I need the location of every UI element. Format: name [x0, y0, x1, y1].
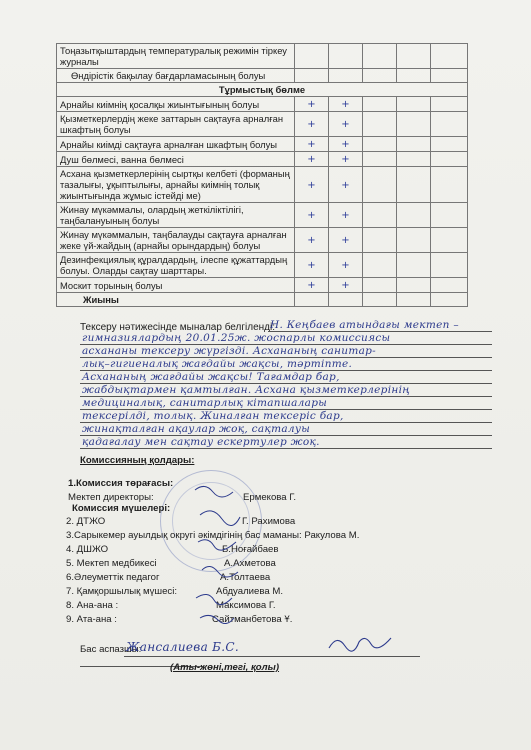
empty-cell [363, 293, 397, 307]
check-mark: + [307, 139, 316, 150]
signature-marks [190, 480, 250, 630]
empty-cell [363, 69, 397, 83]
empty-cell [431, 278, 468, 293]
check-mark: + [307, 280, 316, 291]
empty-cell [363, 253, 397, 278]
empty-cell [397, 69, 431, 83]
empty-cell [363, 44, 397, 69]
member-label: 9. Ата-ана : [66, 614, 117, 625]
check-mark-cell [295, 97, 329, 112]
row-label: Қызметкерлердің жеке заттарын сақтауға арналған шкафтың болуы [57, 112, 295, 137]
handwritten-line: медициналық, санитарлық кітапшалары [82, 397, 328, 409]
members-heading: Комиссия мүшелері: [72, 503, 171, 514]
row-label: Тоңазытқыштардың температуралық режимін тіркеу журналы [57, 44, 295, 69]
table-row [57, 112, 468, 137]
check-mark-cell [295, 167, 329, 203]
check-mark-cell [295, 293, 329, 307]
table-row [57, 253, 468, 278]
row-label: Дезинфекциялық құралдардың, ілеспе құжаттардың болуы. Оларды сақтау шарттары. [57, 253, 295, 278]
notes-label: Тексеру нәтижесінде мыналар белгіленді: [80, 322, 275, 333]
row-label: Өндірістік бақылау бағдарламасының болуы [57, 69, 295, 83]
chef-line [124, 656, 420, 657]
empty-cell [431, 228, 468, 253]
check-mark-cell [295, 203, 329, 228]
empty-cell [431, 137, 468, 152]
empty-cell [363, 167, 397, 203]
table-row [57, 278, 468, 293]
row-label: Арнайы киімді сақтауға арналған шкафтың болуы [57, 137, 295, 152]
member-label: 6.Әлеуметтік педагог [66, 572, 160, 583]
check-mark: + [341, 280, 350, 291]
check-mark-cell [295, 44, 329, 69]
signatures-title: Комиссияның қолдары: [80, 455, 195, 466]
member-name: Абдуалиева М. [216, 586, 284, 597]
handwritten-line: тексерілді, толық. Жиналған тексеріс бар, [82, 410, 344, 422]
handwritten-line: Асхананың жағдайы жақсы! Тағамдар бар, [82, 371, 340, 383]
signature-caption: (Аты-жөні,тегі, қолы) [170, 662, 280, 673]
empty-cell [431, 203, 468, 228]
handwritten-line: лық–гигиеналық жағдайы жақсы, тәртіпте. [82, 358, 353, 370]
empty-cell [363, 228, 397, 253]
handwritten-line: асхананы тексеру жүргізді. Асхананың санитар- [82, 345, 377, 357]
empty-cell [363, 97, 397, 112]
check-mark-cell [329, 44, 363, 69]
check-mark-cell [295, 112, 329, 137]
table-row [57, 203, 468, 228]
section-heading: Тұрмыстық бөлме [57, 83, 468, 97]
check-mark-cell [329, 112, 363, 137]
empty-cell [363, 152, 397, 167]
member-name: Сайтманбетова Ұ. [212, 614, 293, 625]
check-mark: + [341, 235, 350, 246]
row-label: Арнайы киімнің қосалқы жиынтығының болуы [57, 97, 295, 112]
row-label: Жинау мүкәммалы, олардың жеткіліктілігі, таңбалануының болуы [57, 203, 295, 228]
table-row [57, 97, 468, 112]
check-mark-cell [295, 152, 329, 167]
ruled-line [80, 448, 492, 449]
empty-cell [397, 293, 431, 307]
check-mark-cell [329, 228, 363, 253]
check-mark: + [307, 235, 316, 246]
check-mark: + [307, 179, 316, 191]
check-mark-cell [329, 97, 363, 112]
table-row [57, 167, 468, 203]
empty-cell [397, 97, 431, 112]
member-name: А.Толтаева [220, 572, 271, 583]
member-label: 7. Қамқоршылық мүшесі: [66, 586, 178, 597]
member-label: 3.Сарыкемер ауылдық округі әкімдігінің бас маманы: Ракулова М. [66, 530, 360, 541]
check-mark-cell [329, 278, 363, 293]
check-mark-cell [295, 253, 329, 278]
member-name: Б.Ноғайбаев [222, 544, 279, 555]
empty-cell [397, 203, 431, 228]
empty-cell [363, 137, 397, 152]
check-mark-cell [329, 203, 363, 228]
empty-cell [431, 167, 468, 203]
chef-label: Бас аспазшы: [80, 644, 142, 655]
check-mark: + [307, 210, 316, 221]
handwritten-line: Н. Кеңбаев атындағы мектеп – [270, 319, 459, 331]
check-mark: + [341, 139, 350, 150]
empty-cell [431, 97, 468, 112]
check-mark-cell [295, 278, 329, 293]
check-mark-cell [329, 137, 363, 152]
check-mark: + [307, 260, 316, 271]
member-name: А.Ахметова [224, 558, 276, 569]
empty-cell [431, 293, 468, 307]
member-label: 8. Ана-ана : [66, 600, 119, 611]
table-row [57, 293, 468, 307]
check-mark: + [341, 99, 350, 110]
handwritten-line: гимназиялардың 20.01.25ж. жоспарлы комиссиясы [82, 332, 391, 344]
row-label: Жинау мүкәммалын, таңбалауды сақтауға арналған жеке үй-жайдың (арнайы орындардың) болуы [57, 228, 295, 253]
empty-cell [397, 112, 431, 137]
empty-cell [397, 137, 431, 152]
empty-cell [397, 44, 431, 69]
empty-cell [431, 69, 468, 83]
member-label: 5. Мектеп медбикесі [66, 558, 157, 569]
table-row [57, 44, 468, 69]
check-mark-cell [329, 253, 363, 278]
check-mark: + [341, 179, 350, 191]
empty-cell [431, 44, 468, 69]
check-mark-cell [329, 293, 363, 307]
table-row [57, 69, 468, 83]
handwritten-line: қадағалау мен сақтау ескертулер жоқ. [82, 436, 320, 448]
section-row [57, 83, 468, 97]
check-mark-cell [329, 167, 363, 203]
row-label: Москит торының болуы [57, 278, 295, 293]
check-mark: + [307, 154, 316, 165]
check-mark: + [341, 119, 350, 130]
empty-cell [397, 152, 431, 167]
member-name: Максимова Г. [216, 600, 276, 611]
row-label: Асхана қызметкерлерінің сыртқы келбеті (форманың тазалығы, ұқыптылығы, арнайы киімнің толық жиынтығында жұмыс істейді ме) [57, 167, 295, 203]
row-label: Душ бөлмесі, ванна бөлмесі [57, 152, 295, 167]
check-mark: + [341, 260, 350, 271]
check-mark: + [307, 119, 316, 130]
check-mark: + [341, 154, 350, 165]
check-mark-cell [329, 152, 363, 167]
empty-cell [431, 253, 468, 278]
checklist-table [56, 43, 468, 307]
table-row [57, 152, 468, 167]
director-label: Мектеп директоры: [68, 492, 154, 503]
table-row [57, 228, 468, 253]
empty-cell [363, 203, 397, 228]
handwritten-line: жабдықтармен қамтылған. Асхана қызметкерлерінің [82, 384, 411, 396]
handwritten-line: жинақталған ақаулар жоқ, сақталуы [82, 423, 311, 435]
member-label: 2. ДТЖО [66, 516, 106, 527]
check-mark-cell [295, 137, 329, 152]
check-mark-cell [329, 69, 363, 83]
empty-cell [397, 278, 431, 293]
empty-cell [363, 278, 397, 293]
check-mark: + [341, 210, 350, 221]
empty-cell [397, 228, 431, 253]
check-mark: + [307, 99, 316, 110]
director-name: Ермекова Г. [243, 492, 296, 503]
row-label: Жиыны [57, 293, 295, 307]
chair-heading: 1.Комиссия төрағасы: [68, 478, 174, 489]
empty-cell [397, 253, 431, 278]
empty-cell [431, 112, 468, 137]
member-name: Г. Рахимова [242, 516, 296, 527]
table-row [57, 137, 468, 152]
chef-signature [325, 632, 405, 656]
member-label: 4. ДШЖО [66, 544, 109, 555]
empty-cell [431, 152, 468, 167]
empty-cell [397, 167, 431, 203]
empty-cell [363, 112, 397, 137]
check-mark-cell [295, 69, 329, 83]
chef-handwriting: Жансалиева Б.С. [126, 640, 239, 654]
check-mark-cell [295, 228, 329, 253]
